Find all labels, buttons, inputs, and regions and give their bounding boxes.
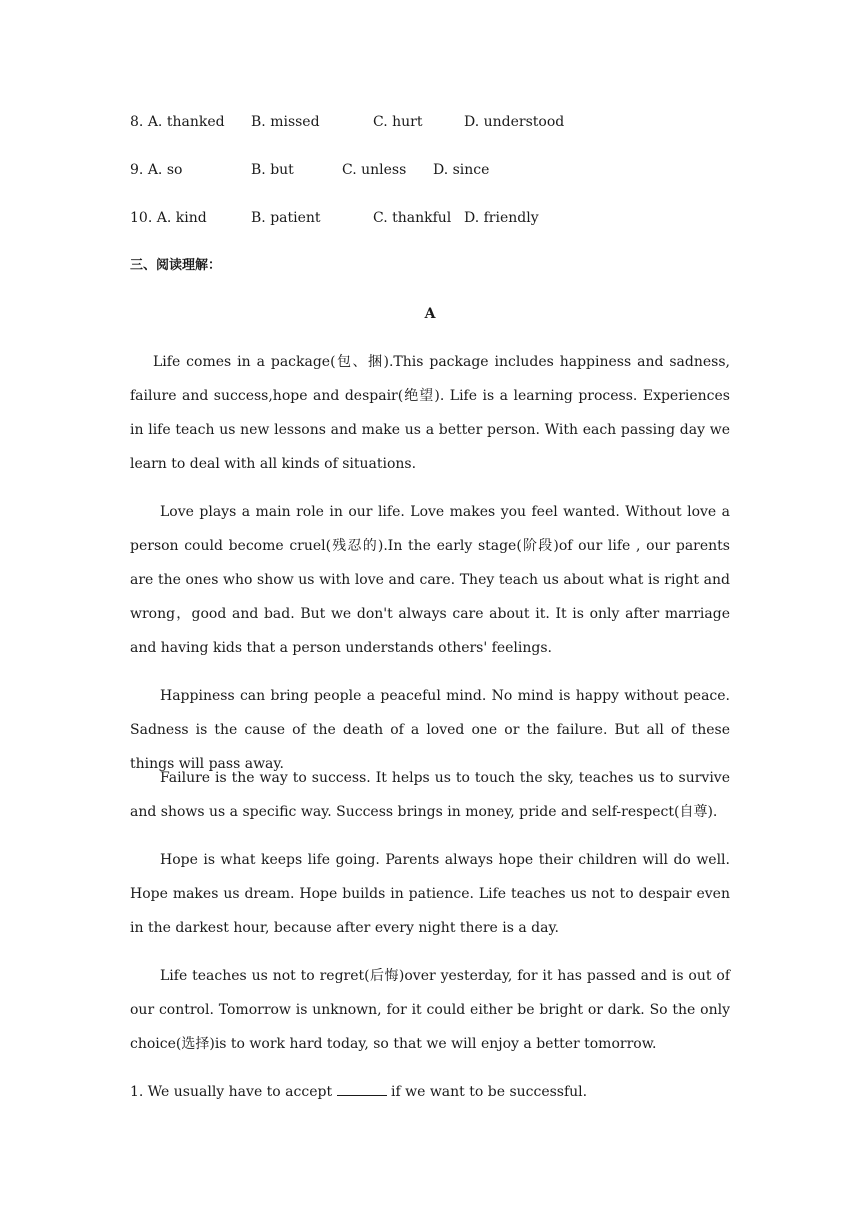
answer-blank <box>337 1081 387 1096</box>
passage-paragraph: Hope is what keeps life going. Parents always hope their children will do well. Hope makes us dream. Hope builds in patience. Life teaches us not to despair even in the darkest hour, because after every night there is a day. <box>130 852 730 936</box>
option-b: B. missed <box>251 114 320 130</box>
option-b: B. but <box>251 162 294 178</box>
option-d: D. since <box>433 162 490 178</box>
option-a <box>130 208 207 228</box>
question-number: 8. <box>130 114 144 130</box>
question-number: 10. <box>130 210 153 226</box>
passage-paragraph: Happiness can bring people a peaceful mind. No mind is happy without peace. Sadness is the cause of the death of a loved one or the failure. But all of these things will pass away. <box>130 688 730 772</box>
option-c: C. hurt <box>373 114 423 130</box>
question-number: 9. <box>130 162 144 178</box>
passage-paragraph: Life comes in a package(包、捆).This package includes happiness and sadness, failure and success,hope and despair(绝望). Life is a learning process. Experiences in life teach us new lessons and make us a better person. With each passing day we learn to deal with all kinds of situations. <box>130 354 730 472</box>
option-d: D. friendly <box>464 210 539 226</box>
option-c: C. thankful <box>373 210 452 226</box>
question-text-end: if we want to be successful. <box>386 1084 588 1100</box>
option-a <box>130 160 182 180</box>
passage-paragraph: Life teaches us not to regret(后悔)over yesterday, for it has passed and is out of our control. Tomorrow is unknown, for it could either be bright or dark. So the only choice(选择)is to work hard today, so that we will enjoy a better tomorrow. <box>130 968 730 1052</box>
option-b: B. patient <box>251 210 321 226</box>
passage-title: A <box>424 306 436 322</box>
passage-paragraph: Failure is the way to success. It helps us to touch the sky, teaches us to survive and shows us a specific way. Success brings in money, pride and self-respect(自尊). <box>130 770 730 820</box>
option-c: C. unless <box>342 162 407 178</box>
option-a <box>130 112 225 132</box>
option-a-text: A. thanked <box>147 114 225 130</box>
option-d: D. understood <box>464 114 565 130</box>
option-a-text: A. so <box>147 162 183 178</box>
option-a-text: A. kind <box>156 210 207 226</box>
question-text-start: 1. We usually have to accept <box>130 1084 337 1100</box>
question-1 <box>130 1081 587 1102</box>
section-heading: 三、阅读理解： <box>130 258 222 273</box>
passage-paragraph: Love plays a main role in our life. Love makes you feel wanted. Without love a person could become cruel(残忍的).In the early stage(阶段)of our life , our parents are the ones who show us with love and care. They teach us about what is right and wrong，good and bad. But we don't always care about it. It is only after marriage and having kids that a person understands others' feelings. <box>130 504 730 656</box>
